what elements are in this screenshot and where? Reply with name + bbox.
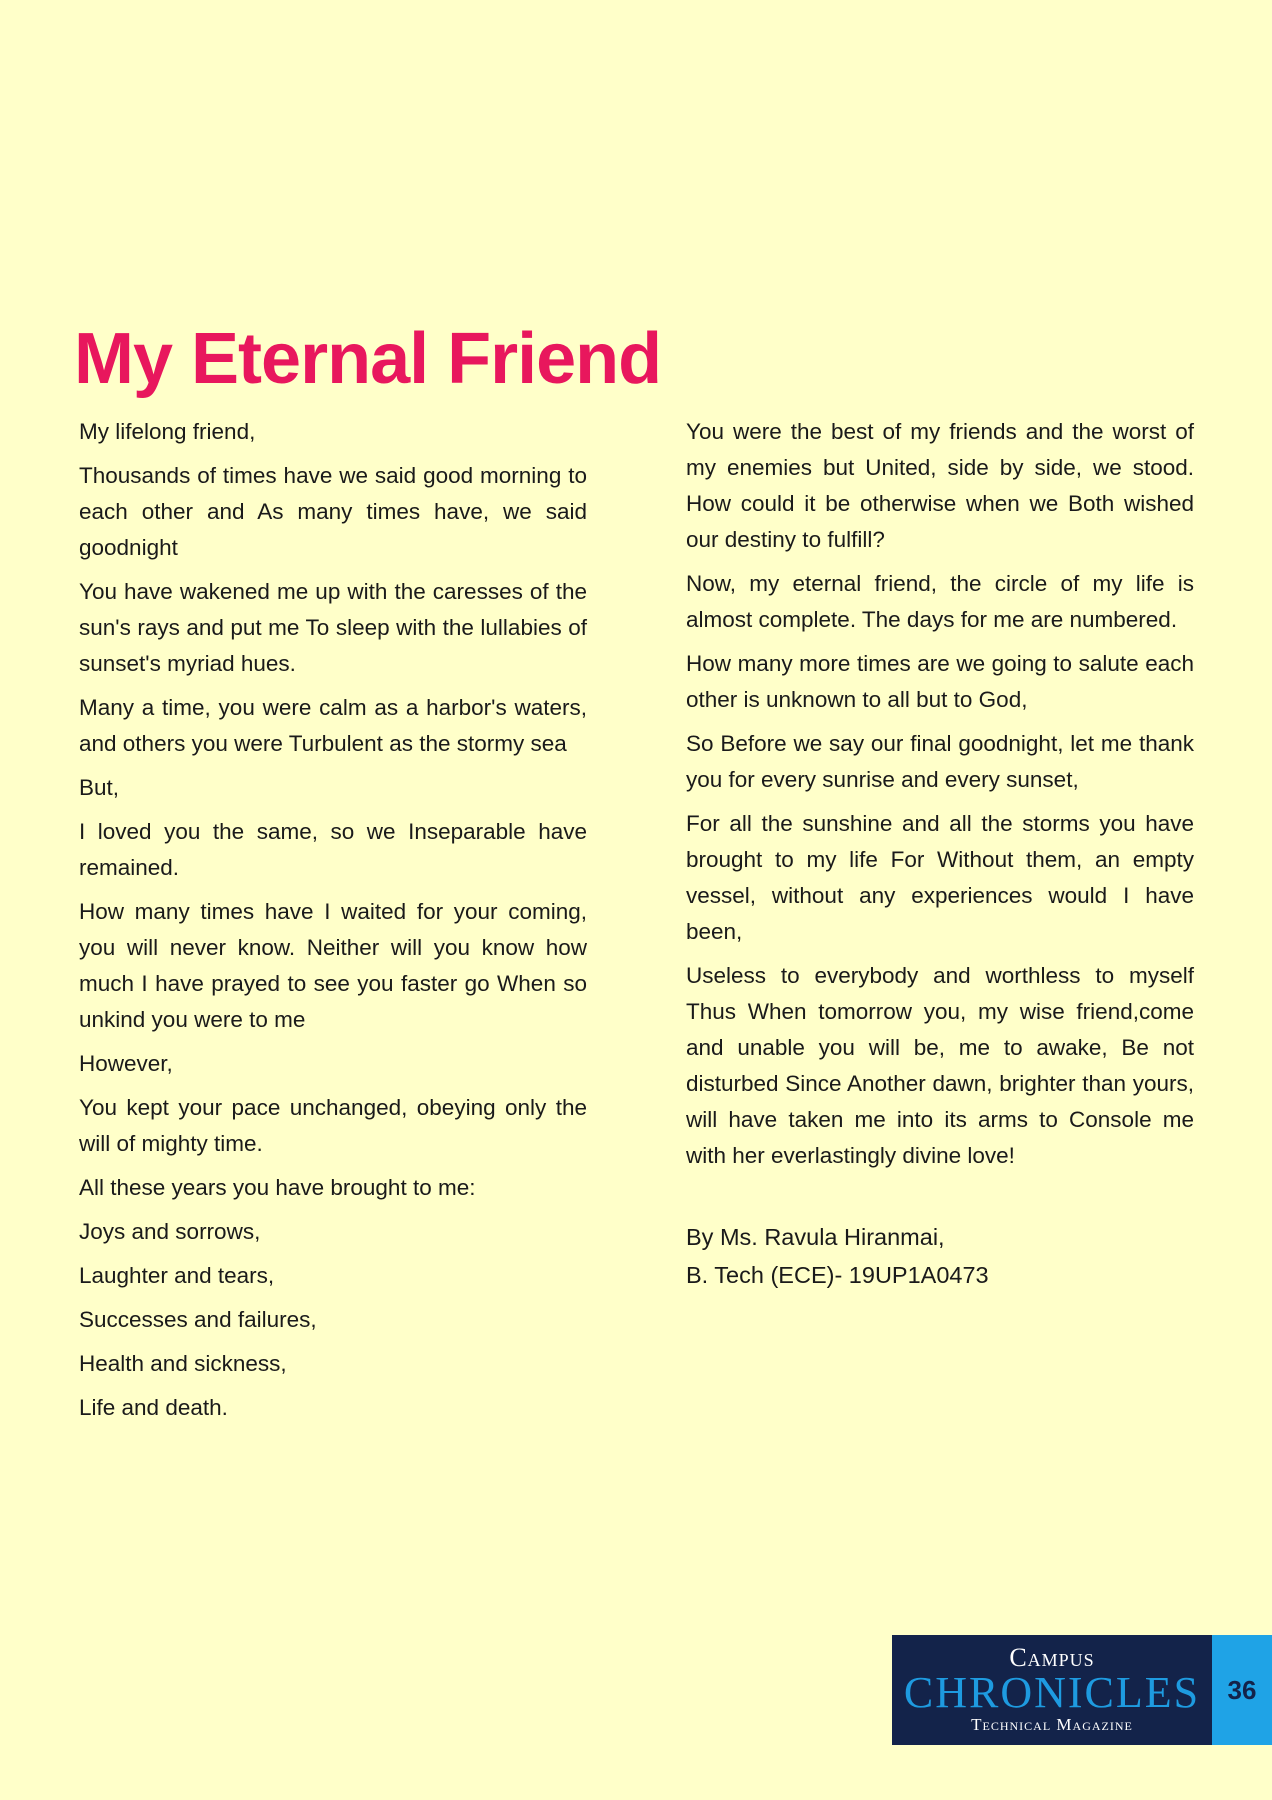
author-name: By Ms. Ravula Hiranmai, <box>686 1224 945 1250</box>
poem-left-column <box>79 414 587 1434</box>
poem-paragraph: However, <box>79 1051 173 1076</box>
logo-sub-text: Technical Magazine <box>971 1715 1133 1734</box>
poem-paragraph: How many times have I waited for your coming, you will never know. Neither will you know how much I have prayed to see you faster go When so unkind you were to me <box>79 899 587 1032</box>
poem-paragraph: I loved you the same, so we Inseparable have remained. <box>79 819 587 880</box>
poem-right-column <box>686 414 1194 1294</box>
poem-paragraph: Laughter and tears, <box>79 1263 275 1288</box>
poem-paragraph: So Before we say our final goodnight, let me thank you for every sunrise and every sunset, <box>686 731 1194 792</box>
poem-paragraph: How many more times are we going to salute each other is unknown to all but to God, <box>686 651 1194 712</box>
poem-paragraph: Thousands of times have we said good morning to each other and As many times have, we said goodnight <box>79 463 587 560</box>
poem-paragraph: Now, my eternal friend, the circle of my life is almost complete. The days for me are numbered. <box>686 571 1194 632</box>
logo-main-text: CHRONICLES <box>903 1668 1201 1717</box>
poem-paragraph: Successes and failures, <box>79 1307 317 1332</box>
author-details: B. Tech (ECE)- 19UP1A0473 <box>686 1262 989 1288</box>
poem-paragraph: Useless to everybody and worthless to myself Thus When tomorrow you, my wise friend,come and unable you will be, me to awake, Be not disturbed Since Another dawn, brighter than yours, will have taken me into its arms to Console me with her everlastingly divine love! <box>686 963 1194 1168</box>
page-number: 36 <box>1212 1635 1272 1745</box>
poem-paragraph: Joys and sorrows, <box>79 1219 261 1244</box>
poem-paragraph: You have wakened me up with the caresses of the sun's rays and put me To sleep with the lullabies of sunset's myriad hues. <box>79 579 587 676</box>
poem-paragraph: All these years you have brought to me: <box>79 1175 476 1200</box>
author-byline <box>686 1218 1194 1294</box>
magazine-footer <box>892 1635 1272 1745</box>
logo-top-text: Campus <box>1009 1643 1095 1672</box>
poem-paragraph: Many a time, you were calm as a harbor's waters, and others you were Turbulent as the stormy sea <box>79 695 587 756</box>
campus-chronicles-logo <box>892 1635 1212 1745</box>
poem-paragraph: Life and death. <box>79 1395 228 1420</box>
poem-paragraph: For all the sunshine and all the storms you have brought to my life For Without them, an empty vessel, without any experiences would I have been, <box>686 811 1194 944</box>
poem-paragraph: Health and sickness, <box>79 1351 287 1376</box>
poem-paragraph: My lifelong friend, <box>79 419 256 444</box>
poem-paragraph: But, <box>79 775 120 800</box>
poem-paragraph: You were the best of my friends and the worst of my enemies but United, side by side, we stood. How could it be otherwise when we Both wished our destiny to fulfill? <box>686 419 1194 552</box>
page-title: My Eternal Friend <box>74 319 662 399</box>
poem-paragraph: You kept your pace unchanged, obeying only the will of mighty time. <box>79 1095 587 1156</box>
